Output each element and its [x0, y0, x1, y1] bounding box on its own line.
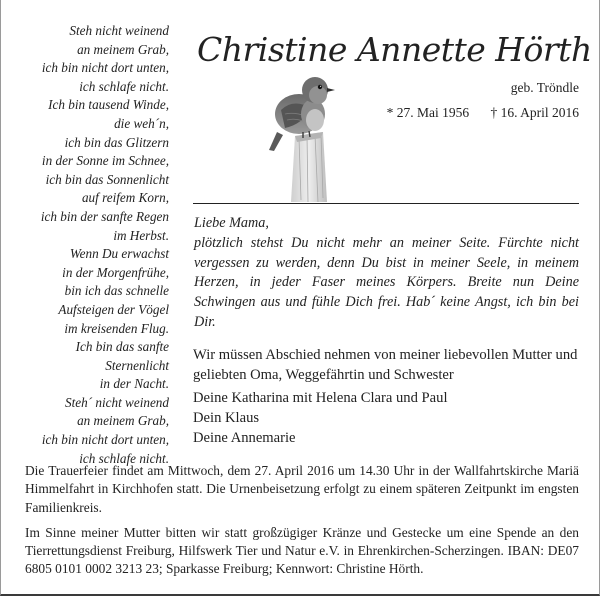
poem-line: Sternenlicht	[105, 357, 169, 373]
poem-line: Ich bin tausend Winde,	[48, 97, 169, 113]
life-dates	[387, 105, 579, 121]
letter-text: plötzlich stehst Du nicht mehr an meiner Seite. Fürchte nicht vergessen zu werden, denn Du bist in meiner Seele, in meinem Herzen, in jeder Faser meines Körpers. Breite nun Deine Schwingen aus und fühle Dich frei. Hab´ keine Angst, ich bin bei Dir.	[194, 234, 579, 330]
signatory: Dein Klaus	[193, 410, 260, 426]
signatories	[193, 388, 581, 448]
letter-greeting: Liebe Mama,	[194, 215, 269, 231]
poem-line: ich bin nicht dort unten,	[41, 60, 169, 76]
poem-line: Aufsteigen der Vögel	[58, 301, 169, 317]
poem-line: ich schlafe nicht.	[79, 78, 169, 94]
donation-request: Im Sinne meiner Mutter bitten wir statt großzügiger Kränze und Gestecke um eine Spende an den Tierrettungsdienst Freiburg, Hilfswerk Tier und Natur e.V. in Ehrenkirchen-Scherzingen. IBAN: DE07 6805 0101 0002 3213 23; Sparkasse Freiburg; Kennwort: Christine Hörth.	[25, 524, 579, 577]
poem-line: im Herbst.	[113, 227, 169, 243]
poem-line: bin ich das schnelle	[64, 283, 169, 299]
poem-line: ich schlafe nicht.	[79, 450, 169, 466]
signatory: Deine Annemarie	[193, 430, 296, 446]
poem-line: Steh´ nicht weinend	[64, 394, 169, 410]
funeral-details: Die Trauerfeier findet am Mittwoch, dem 27. April 2016 um 14.30 Uhr in der Wallfahrtskirche Mariä Himmelfahrt in Kirchhofen statt. Die Urnenbeisetzung erfolgt zu einem späteren Zeitpunkt im engsten Familienkreis.	[25, 463, 579, 515]
death-date: † 16. April 2016	[490, 105, 579, 120]
poem-line: ich bin das Sonnenlicht	[45, 171, 169, 187]
signatory: Deine Katharina mit Helena Clara und Paul	[193, 390, 448, 406]
poem-line: an meinem Grab,	[77, 41, 169, 57]
service-information	[25, 462, 579, 579]
divider	[193, 203, 579, 204]
poem	[7, 22, 169, 468]
poem-line: in der Morgenfrühe,	[62, 264, 169, 280]
poem-line: auf reifem Korn,	[81, 190, 169, 206]
poem-line: in der Sonne im Schnee,	[41, 153, 169, 169]
birth-name: geb. Tröndle	[510, 80, 579, 95]
poem-line: an meinem Grab,	[77, 413, 169, 429]
poem-line: Wenn Du erwachst	[69, 246, 169, 262]
poem-line: ich bin der sanfte Regen	[40, 208, 169, 224]
poem-line: in der Nacht.	[99, 376, 169, 392]
poem-line: Steh nicht weinend	[69, 23, 169, 38]
letter-to-mother	[194, 214, 579, 333]
deceased-name: Christine Annette Hörth	[197, 30, 592, 69]
poem-line: im kreisenden Flug.	[64, 320, 169, 336]
poem-line: ich bin das Glitzern	[64, 134, 169, 150]
poem-line: ich bin nicht dort unten,	[41, 432, 169, 448]
poem-line: die weh´n,	[114, 115, 169, 131]
poem-line: Ich bin das sanfte	[75, 339, 169, 355]
farewell-text: Wir müssen Abschied nehmen von meiner liebevollen Mutter und geliebten Oma, Weggefährtin und Schwester	[193, 347, 578, 383]
robin-on-post-illustration	[263, 68, 353, 202]
birth-date: * 27. Mai 1956	[386, 105, 470, 120]
